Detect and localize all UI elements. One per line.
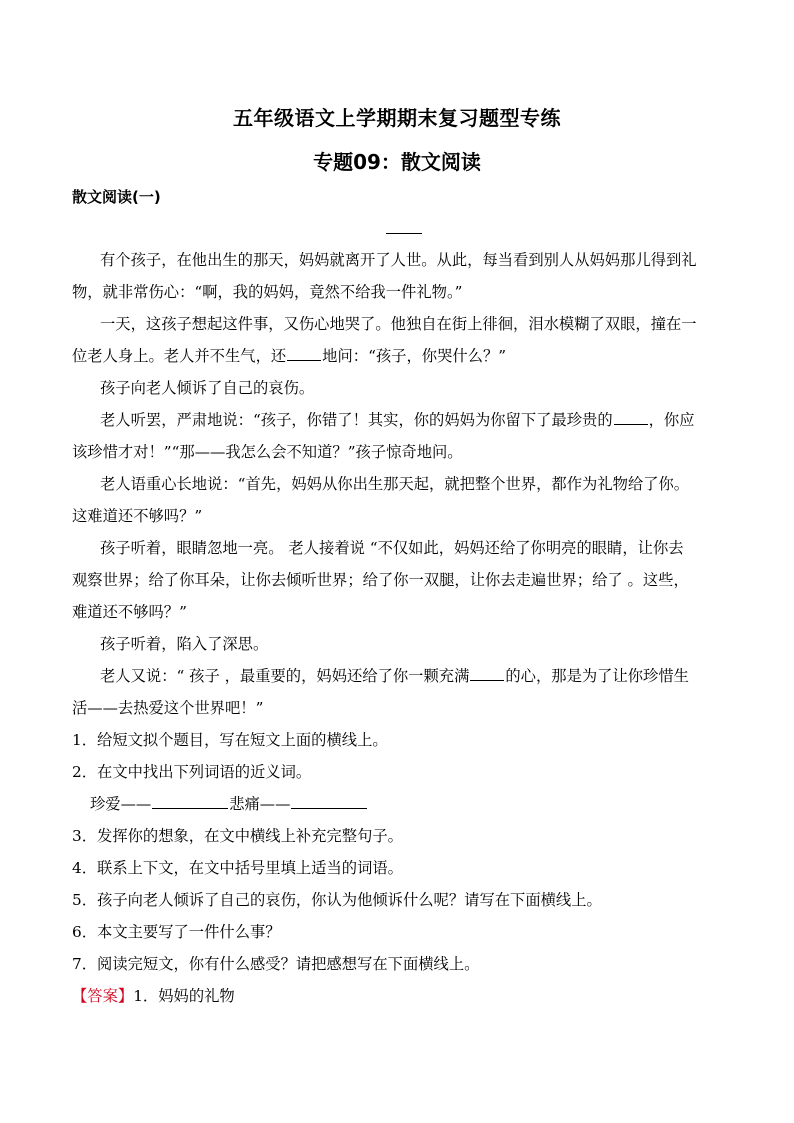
answer-blank [291,796,367,809]
passage-line: 该珍惜才对！”“那——我怎么会不知道？”孩子惊奇地问。 [72,443,463,461]
fill-blank [614,412,648,425]
passage-line: 老人又说：“ 孩子 ，最重要的，妈妈还给了你一颗充满 的心，那是为了让你珍惜生 [100,667,689,685]
fill-blank [287,348,321,361]
answer-text: 1．妈妈的礼物 [133,987,235,1005]
document-title: 五年级语文上学期期末复习题型专练 [233,106,561,130]
passage-line: 物，就非常伤心：“啊，我的妈妈，竟然不给我一件礼物。” [72,283,463,301]
passage-line: 孩子向老人倾诉了自己的哀伤。 [100,379,315,397]
passage-line: 活——去热爱这个世界吧！” [72,699,264,717]
question-2: 2．在文中找出下列词语的近义词。 [72,763,312,781]
passage-title-blank [386,233,422,234]
passage-line: 有个孩子，在他出生的那天，妈妈就离开了人世。从此，每当看到别人从妈妈那儿得到礼 [100,251,697,269]
question-1: 1．给短文拟个题目，写在短文上面的横线上。 [72,731,388,749]
passage-line: 老人语重心长地说：“首先，妈妈从你出生那天起，就把整个世界，都作为礼物给了你。 [100,475,690,493]
document-subtitle: 专题09：散文阅读 [313,150,481,174]
section-title: 散文阅读(一) [72,188,161,206]
question-4: 4．联系上下文，在文中括号里填上适当的词语。 [72,859,403,877]
answer-tag: 【答案】 [72,987,134,1005]
fill-blank [470,668,504,681]
passage-line: 观察世界；给了你耳朵，让你去倾听世界；给了你一双腿，让你去走遍世界；给了 。这些， [72,571,689,589]
question-2-words: 珍爱—— 悲痛—— [72,794,750,814]
answer-line [72,986,732,1006]
question-3: 3．发挥你的想象，在文中横线上补充完整句子。 [72,827,403,845]
passage-line: 孩子听着，眼睛忽地一亮。 老人接着说 “不仅如此，妈妈还给了你明亮的眼睛，让你去 [100,539,684,557]
passage-line: 一天，这孩子想起这件事，又伤心地哭了。他独自在街上徘徊，泪水模糊了双眼，撞在一 [100,315,697,333]
passage-line: 这难道还不够吗？” [72,507,203,525]
question-6: 6．本文主要写了一件什么事？ [72,923,281,941]
passage-line: 位老人身上。老人并不生气，还 地问：“孩子，你哭什么？” [72,347,507,365]
answer-blank [152,796,228,809]
passage-line: 孩子听着，陷入了深思。 [100,635,269,653]
question-5: 5．孩子向老人倾诉了自己的哀伤，你认为他倾诉什么呢？请写在下面横线上。 [72,891,602,909]
passage-line: 老人听罢，严肃地说：“孩子，你错了！其实，你的妈妈为你留下了最珍贵的 ，你应 [100,411,695,429]
passage-line: 难道还不够吗？” [72,603,187,621]
question-7: 7．阅读完短文，你有什么感受？请把感想写在下面横线上。 [72,955,480,973]
